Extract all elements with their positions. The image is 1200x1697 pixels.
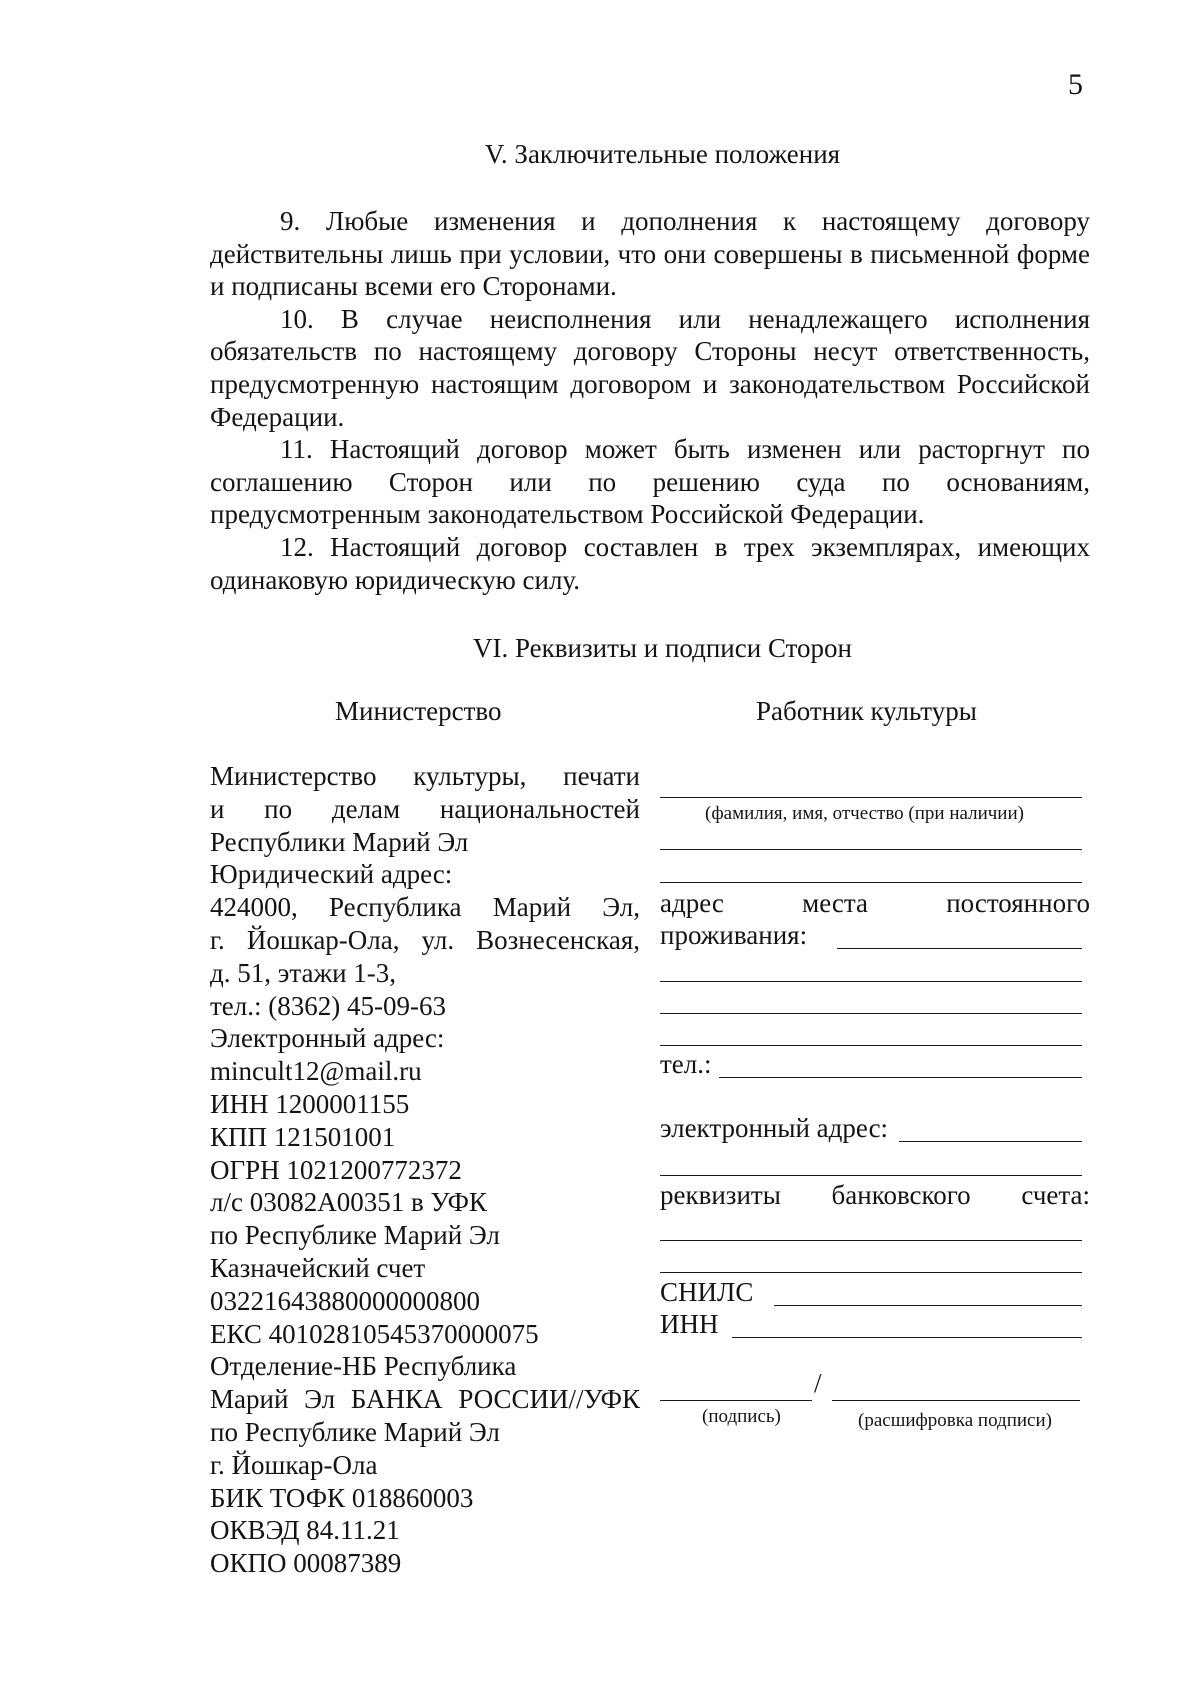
ministry-line: и по делам национальностей	[210, 793, 640, 824]
ministry-line: г. Йошкар-Ола, ул. Вознесенская,	[210, 924, 640, 955]
bank-label-word: банковского	[831, 1180, 971, 1210]
fio-field-line	[660, 797, 1082, 798]
bank-label-row	[660, 1180, 1090, 1211]
ministry-line: БИК ТОФК 018860003	[210, 1482, 474, 1513]
section-6-title: VI. Реквизиты и подписи Сторон	[473, 633, 852, 663]
signature-caption: (подпись)	[702, 1406, 781, 1427]
ministry-line: 424000, Республика Марий Эл,	[210, 892, 640, 923]
ministry-requisites	[210, 760, 640, 1580]
ministry-line: ОКПО 00087389	[210, 1548, 402, 1579]
address-field-line	[660, 1013, 1082, 1014]
phone-field-line	[719, 1077, 1082, 1078]
clause-11: 11. Настоящий договор может быть изменен или расторгнут по соглашению Сторон или по решению суда по основаниям, предусмотренным законодательством Российской Федерации.	[210, 434, 1090, 530]
ministry-line: Республики Марий Эл	[210, 826, 469, 857]
ministry-line: Отделение-НБ Республика	[210, 1351, 517, 1382]
ministry-line: Казначейский счет	[210, 1252, 426, 1283]
address-label-word: постоянного	[946, 888, 1090, 918]
email-field-line	[660, 1175, 1082, 1176]
ministry-line: 03221643880000000800	[210, 1285, 480, 1316]
worker-requisites	[660, 0, 1090, 1697]
phone-label: тел.:	[660, 1049, 712, 1079]
worker-heading: Работник культуры	[756, 696, 977, 726]
ministry-line: ОГРН 1021200772372	[210, 1154, 462, 1185]
inn-field-line	[732, 1337, 1082, 1338]
address-label-row	[660, 888, 1090, 919]
address-field-line	[660, 981, 1082, 982]
ministry-line: л/с 03082А00351 в УФК	[210, 1187, 487, 1218]
inn-label: ИНН	[660, 1309, 719, 1339]
signature-field-line	[660, 1400, 812, 1401]
signature-decode-caption: (расшифровка подписи)	[858, 1410, 1052, 1431]
fio-extra-line	[660, 849, 1082, 850]
bank-label-word: реквизиты	[660, 1180, 781, 1210]
email-field-line	[899, 1141, 1082, 1142]
snils-field-line	[774, 1305, 1082, 1306]
ministry-line: mincult12@mail.ru	[210, 1056, 422, 1087]
ministry-line: Юридический адрес:	[210, 859, 453, 890]
ministry-line: Электронный адрес:	[210, 1023, 445, 1054]
address-label-word: адрес	[660, 888, 724, 918]
bank-label-word: счета:	[1021, 1180, 1090, 1210]
signature-slash: /	[814, 1368, 822, 1398]
ministry-line: по Республике Марий Эл	[210, 1416, 500, 1447]
ministry-line: ЕКС 40102810545370000075	[210, 1318, 539, 1349]
bank-field-line	[660, 1272, 1082, 1273]
ministry-line: д. 51, этажи 1-3,	[210, 957, 397, 988]
ministry-line: Марий Эл БАНКА РОССИИ//УФК	[210, 1384, 640, 1415]
section-5-title: V. Заключительные положения	[484, 139, 841, 169]
ministry-heading: Министерство	[335, 696, 502, 726]
fio-extra-line	[660, 882, 1082, 883]
fio-caption: (фамилия, имя, отчество (при наличии)	[705, 803, 1024, 824]
ministry-line: по Республике Марий Эл	[210, 1220, 500, 1251]
address-field-line	[660, 1045, 1082, 1046]
clause-12: 12. Настоящий договор составлен в трех экземплярах, имеющих одинаковую юридическую силу.	[210, 531, 1090, 595]
ministry-line: тел.: (8362) 45-09-63	[210, 990, 446, 1021]
clause-10: 10. В случае неисполнения или ненадлежащего исполнения обязательств по настоящему договору Стороны несут ответственность, предусмотренную настоящим договором и законодательством Российской Федерации.	[210, 303, 1090, 432]
snils-label: СНИЛС	[660, 1277, 754, 1307]
ministry-line: ОКВЭД 84.11.21	[210, 1515, 400, 1546]
address-label-word: места	[802, 888, 868, 918]
ministry-line: Министерство культуры, печати	[210, 761, 640, 791]
ministry-line: г. Йошкар-Ола	[210, 1449, 378, 1480]
address-field-line	[837, 948, 1082, 949]
signature-decode-field-line	[832, 1400, 1080, 1401]
email-label: электронный адрес:	[660, 1113, 889, 1143]
page-number: 5	[1068, 68, 1083, 101]
address-label: проживания:	[660, 920, 808, 950]
ministry-line: ИНН 1200001155	[210, 1088, 410, 1119]
clause-9: 9. Любые изменения и дополнения к настоящему договору действительны лишь при условии, что они совершены в письменной форме и подписаны всеми его Сторонами.	[210, 206, 1090, 302]
ministry-line: КПП 121501001	[210, 1121, 396, 1152]
bank-field-line	[660, 1240, 1082, 1241]
